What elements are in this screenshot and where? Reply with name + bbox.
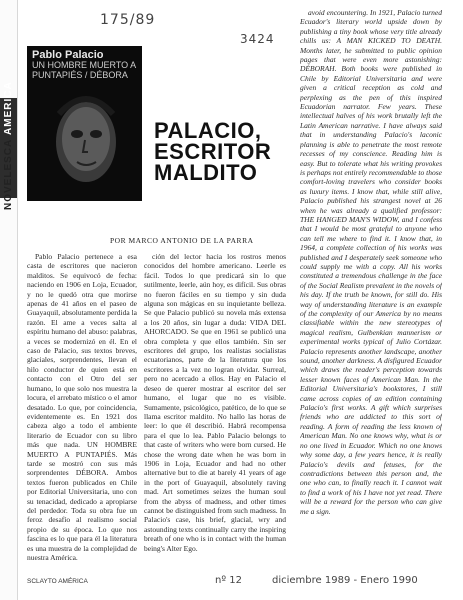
- column-1-text: Pablo Palacio pertenece a esa casta de escritores que nacieron malditos. Se equivocó de fecha: naciendo en 1906 en Loja, Ecuador, y no le quedó otra que morirse apenas de 41 años en el paseo de Guayaquil, absolutamente perdida la razón. El ame a veces salta al espíritu humano del abuso: palabras, a veces se modernizó en él. En el caso de Palacio, sus textos breves, glaciales, sorprendentes, llevan el hilo conductor de quien está en contacto con el Otro del ser humano, lo que solo nos muestra la locura, el arrebato místico o el amor desatado. Lo que, por coincidencia, evidentemente es. En 1921 dos cabeza algo a todo el ambiente literario de Ecuador con su libro más que nada. UN HOMBRE MUERTO A PUNTAPIÉS. Más tarde se mostró con sus más sorprendentes DÉBORA. Ambos textos fueron publicados en Chile por Editorial Universitaria, uno con su tenacidad, dedicado a apropiarse del perdedor. Toda su obra fue un feroz desafío al realismo social propio de su época. Lo que nos fascina es lo que para él la literatura es una muestra de la complejidad de nuestra América.: [27, 252, 137, 562]
- column-2-text: ción del lector hacia los rostros menos conocidos del hombre americano. Leerle es fácil. Todos lo que predicará sin lo que sutilmente, leerle, aún hoy, es difícil. Sus obras no fueron fáciles en su tiempo y sin duda alguna son mágicas en su inquietante belleza. Se que Palacio publicó su novela más extensa a los 20 años, sin lugar a duda: VIDA DEL AHORCADO. Se que en 1961 se publicó una obra completa y que ellos también. Sin ser escritores del grupo, los realistas socialistas ecuatorianos, parte de la literatura que los escritores a la vez no logran olvidar. Surreal, pero no acercado a ellos. Hay en Palacio el deseo de querer mostrar al escritor del ser humano, el lugar que no es visible. Sumamente, psicológico, patético, de lo que se llama escritor maldito. No hallo las horas de leer: lo que él describió. Habrá recompensa para el que lo lea. Pablo Palacio belongs to that caste of writers who were born cursed. He chose the wrong date when he was born in 1906 in Loja, Ecuador and had no other alternative but to die at barely 41 years of age in the port of Guayaquil, absolutely raving mad. Art sometimes seizes the human soul from the abyss of madness, and other times cannot be distinguished from such madness. In Palacio's case, his brief, glacial, wry and astounding texts continually carry the inspiring breath of one who is in contact with the human being's Alter Ego.: [144, 252, 286, 553]
- sidebar-label-light: NOVELESCA: [3, 138, 14, 210]
- footer-handwritten-date: diciembre 1989 - Enero 1990: [272, 575, 418, 586]
- cover-subtitle: UN HOMBRE MUERTO A PUNTAPIÉS / DÉBORA: [32, 60, 136, 80]
- article-headline: [154, 120, 272, 183]
- article-column-3: [300, 8, 442, 570]
- handwritten-mark: 3424: [240, 32, 275, 46]
- headline-line-3: MALDITO: [154, 160, 258, 185]
- handwritten-reference-number: 175/89: [100, 12, 156, 28]
- headline-line-1: PALACIO,: [154, 118, 262, 143]
- footer-issue-number: nº 12: [215, 575, 242, 586]
- sidebar-section-label: [3, 30, 15, 210]
- cover-author: Pablo Palacio: [32, 49, 104, 61]
- sidebar-label-dark: AMERICA: [3, 81, 14, 135]
- book-cover-image: [27, 46, 142, 201]
- article-column-1: [27, 252, 137, 570]
- headline-line-2: ESCRITOR: [154, 139, 272, 164]
- article-column-2: [144, 252, 286, 570]
- column-3-text: avoid encountering. In 1921, Palacio turned Ecuador's literary world upside down by publishing a tiny book whose very title already chills us: A MAN KICKED TO DEATH. Months later, he submitted to public opinion pages that were even more astonishing: DÉBORAH. Both books were published in Chile by Editorial Universitaria and were given a critical reception as cold and perplexing as the pen of this inspired Ecuadorian narrator. Few years. These intellectual halves of his work brutally left the Latin American narrative. I have always said that in understanding Palacio's laconic planning is able to penetrate the most remote recesses of my conscience. Reading him is easy. But to tolerate what his writing provokes is perhaps not entirely recommendable to those comfort-loving travelers who consider books as luxury items. I know that, while still alive, Palacio published his strangest novel at 26 when he was already a qualified professor: THE HANGED MAN'S WIDOW, and I confess that I would be most grateful to anyone who can tell me where to find it. I know that, in 1964, a complete collection of his works was published and I desperately seek someone who could supply me with a copy. All his works constituted a tremendous challenge in the face of the Social Realism prevalent in the novels of his day. If the truth be known, for still do. His way of understanding literature is an example of the complexity of our America by no means classifiable within the new stereotypes of magical realism, Gulbenkian mannerism or experimental works typical of Julio Cortázar. Palacio represents another landscape, another sound, another darkness. A disfigured Ecuador which draws the reader's perception towards lesser known faces of American Man. In the Editorial Universitaria's bookstores, I still came across copies of an edition containing Palacio's first works. A gift which surprises friends who are addicted to this sort of reading. A form of reading the less known of American Man. No one knows why, what is or no one lived in Ecuador. Which no one knows why some day, a few years hence, it is really Palacio's devils and fetuses, for the contradictions between this person and, the one who can, to finally reach it. I cannot wait to find a work of his I have not yet read. There will be a reward for the person who can give me a sign.: [300, 8, 442, 516]
- footer-publication: SCLAYTO AMÉRICA: [27, 578, 88, 585]
- article-byline: POR MARCO ANTONIO DE LA PARRA: [110, 236, 254, 245]
- portrait-illustration: [41, 84, 131, 196]
